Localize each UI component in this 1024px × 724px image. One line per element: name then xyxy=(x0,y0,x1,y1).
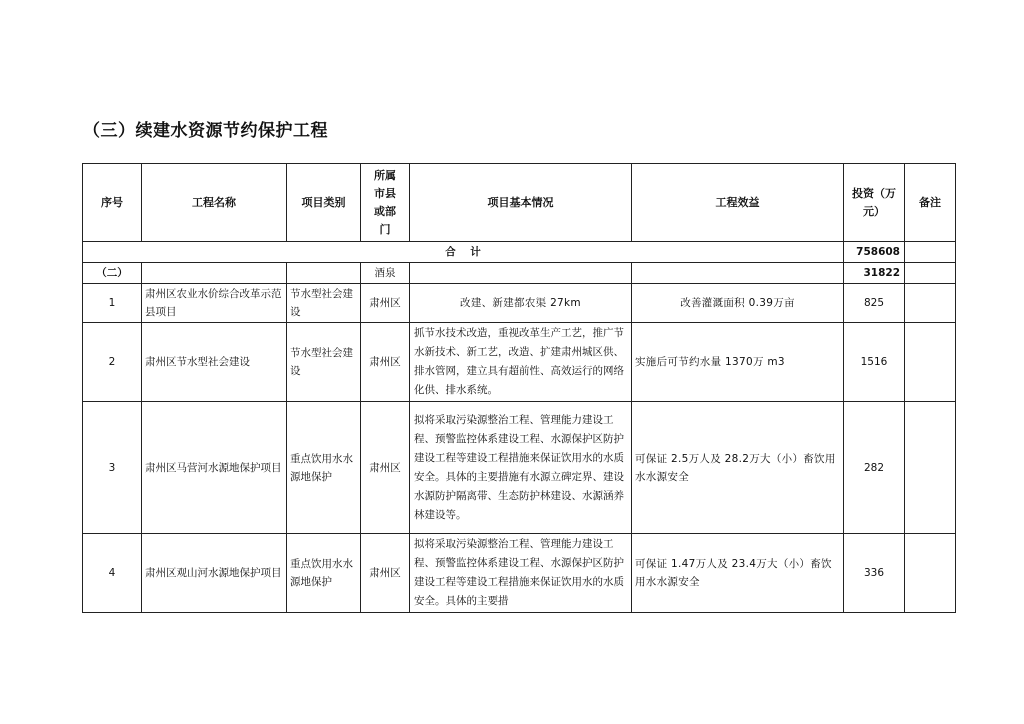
row-invest: 336 xyxy=(844,534,905,613)
subtotal-info xyxy=(410,263,632,284)
subtotal-remark xyxy=(905,263,956,284)
row-info: 拟将采取污染源整治工程、管理能力建设工程、预警监控体系建设工程、水源保护区防护建设工程等建设工程措施来保证饮用水的水质安全。具体的主要措 xyxy=(410,534,632,613)
subtotal-dept: 酒泉 xyxy=(361,263,410,284)
row-benefit: 可保证 1.47万人及 23.4万大（小）畜饮用水水源安全 xyxy=(632,534,844,613)
header-dept: 所属市县或部门 xyxy=(361,164,410,242)
row-category: 重点饮用水水源地保护 xyxy=(287,402,361,534)
header-name: 工程名称 xyxy=(142,164,287,242)
subtotal-invest: 31822 xyxy=(844,263,905,284)
row-invest: 1516 xyxy=(844,323,905,402)
header-benefit: 工程效益 xyxy=(632,164,844,242)
total-remark xyxy=(905,242,956,263)
row-info: 拟将采取污染源整治工程、管理能力建设工程、预警监控体系建设工程、水源保护区防护建设工程等建设工程措施来保证饮用水的水质安全。具体的主要措施有水源立碑定界、建设水源防护隔离带、生态防护林建设、水源涵养林建设等。 xyxy=(410,402,632,534)
row-category: 节水型社会建设 xyxy=(287,323,361,402)
row-dept: 肃州区 xyxy=(361,534,410,613)
row-no: 2 xyxy=(83,323,142,402)
row-no: 3 xyxy=(83,402,142,534)
table-row xyxy=(83,284,956,323)
header-no: 序号 xyxy=(83,164,142,242)
subtotal-no: （二） xyxy=(83,263,142,284)
total-label: 合 计 xyxy=(83,242,844,263)
page-title: （三）续建水资源节约保护工程 xyxy=(83,121,328,141)
row-no: 1 xyxy=(83,284,142,323)
row-dept: 肃州区 xyxy=(361,284,410,323)
table-row xyxy=(83,323,956,402)
total-invest: 758608 xyxy=(844,242,905,263)
row-info: 改建、新建都农渠 27km xyxy=(410,284,632,323)
subtotal-name xyxy=(142,263,287,284)
subtotal-category xyxy=(287,263,361,284)
row-remark xyxy=(905,402,956,534)
header-info: 项目基本情况 xyxy=(410,164,632,242)
row-name: 肃州区马营河水源地保护项目 xyxy=(142,402,287,534)
header-category: 项目类别 xyxy=(287,164,361,242)
row-category: 节水型社会建设 xyxy=(287,284,361,323)
row-dept: 肃州区 xyxy=(361,323,410,402)
header-row xyxy=(83,164,956,242)
row-invest: 282 xyxy=(844,402,905,534)
row-remark xyxy=(905,323,956,402)
row-benefit: 可保证 2.5万人及 28.2万大（小）畜饮用水水源安全 xyxy=(632,402,844,534)
table-row xyxy=(83,402,956,534)
row-dept: 肃州区 xyxy=(361,402,410,534)
row-name: 肃州区农业水价综合改革示范县项目 xyxy=(142,284,287,323)
row-category: 重点饮用水水源地保护 xyxy=(287,534,361,613)
row-name: 肃州区观山河水源地保护项目 xyxy=(142,534,287,613)
row-remark xyxy=(905,284,956,323)
row-benefit: 改善灌溉面积 0.39万亩 xyxy=(632,284,844,323)
row-name: 肃州区节水型社会建设 xyxy=(142,323,287,402)
row-remark xyxy=(905,534,956,613)
project-table xyxy=(82,163,956,613)
subtotal-row xyxy=(83,263,956,284)
total-row xyxy=(83,242,956,263)
row-benefit: 实施后可节约水量 1370万 m3 xyxy=(632,323,844,402)
header-invest: 投资（万元） xyxy=(844,164,905,242)
header-remark: 备注 xyxy=(905,164,956,242)
table-row xyxy=(83,534,956,613)
subtotal-benefit xyxy=(632,263,844,284)
row-invest: 825 xyxy=(844,284,905,323)
row-no: 4 xyxy=(83,534,142,613)
row-info: 抓节水技术改造，重视改革生产工艺，推广节水新技术、新工艺，改造、扩建肃州城区供、排水管网，建立具有超前性、高效运行的网络化供、排水系统。 xyxy=(410,323,632,402)
